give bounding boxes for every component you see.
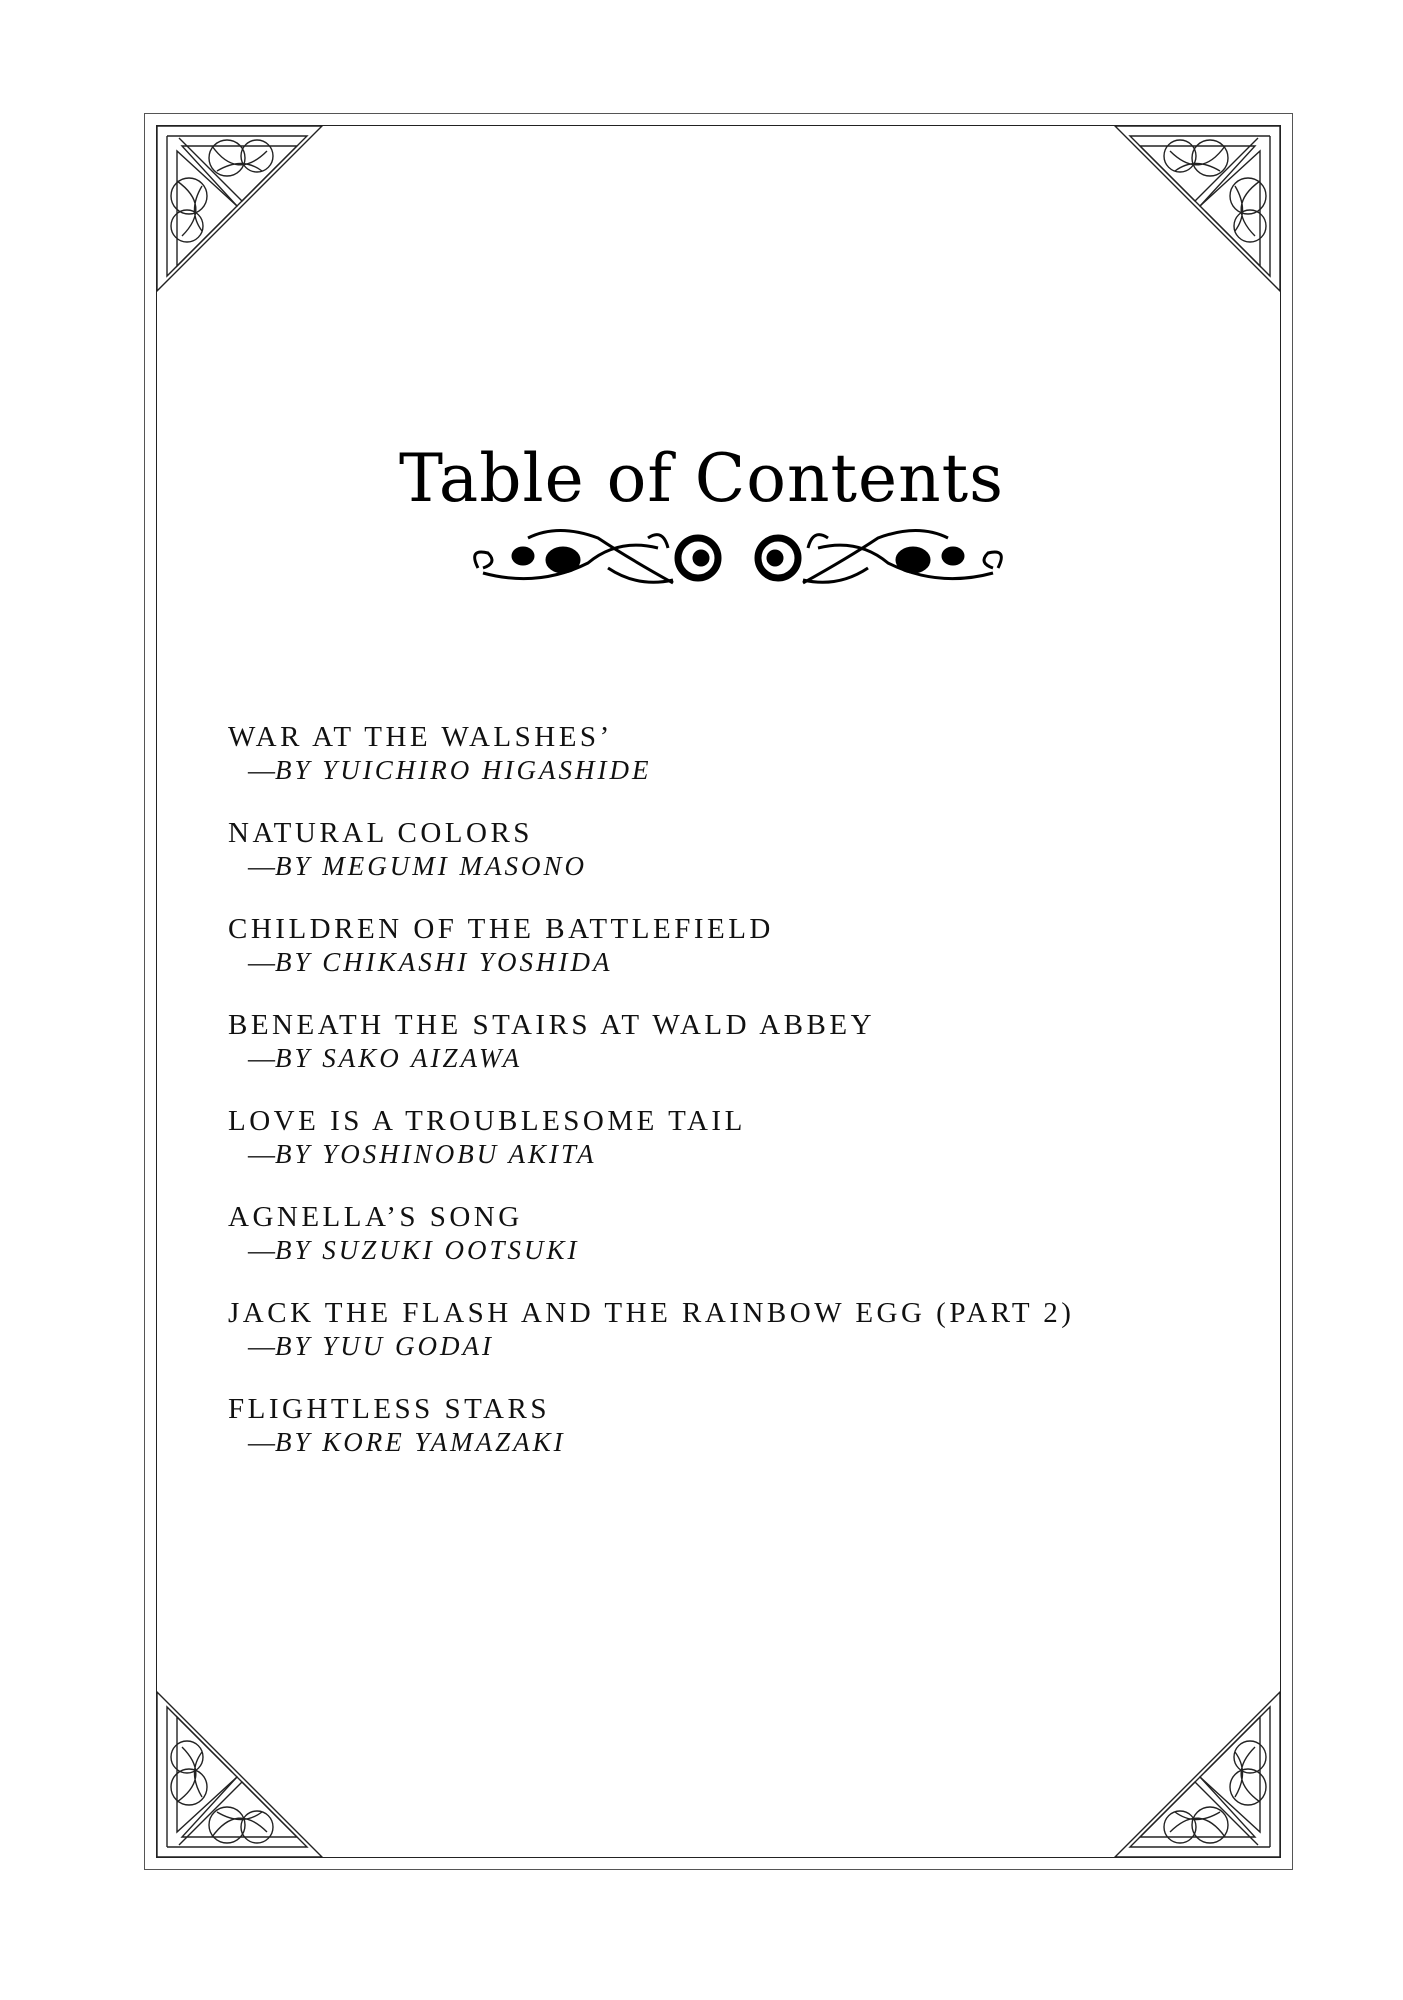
em-dash: — (248, 851, 275, 881)
story-author (228, 1330, 1228, 1362)
celtic-knot-corner-icon (1108, 126, 1280, 298)
em-dash: — (248, 1331, 275, 1361)
story-title: AGNELLA’S SONG (228, 1201, 523, 1233)
author-name: BY MEGUMI MASONO (275, 851, 587, 881)
toc-entry (228, 1392, 1228, 1458)
toc-entry (228, 1104, 1228, 1170)
celtic-knot-corner-icon (157, 126, 329, 298)
table-of-contents-list (228, 720, 1228, 1488)
story-author (228, 1138, 1228, 1170)
em-dash: — (248, 1427, 275, 1457)
story-author (228, 850, 1228, 882)
toc-entry (228, 816, 1228, 882)
story-title: CHILDREN OF THE BATTLEFIELD (228, 913, 774, 945)
floral-scroll-divider-icon (458, 518, 1018, 598)
author-name: BY CHIKASHI YOSHIDA (275, 947, 613, 977)
page-title: Table of Contents (398, 440, 1004, 517)
story-author (228, 1042, 1228, 1074)
story-author (228, 1234, 1228, 1266)
author-name: BY SUZUKI OOTSUKI (275, 1235, 580, 1265)
story-title: JACK THE FLASH AND THE RAINBOW EGG (PART 2) (228, 1297, 1075, 1329)
em-dash: — (248, 947, 275, 977)
story-title: WAR AT THE WALSHES’ (228, 721, 613, 753)
story-title: NATURAL COLORS (228, 817, 533, 849)
author-name: BY KORE YAMAZAKI (275, 1427, 566, 1457)
author-name: BY YUICHIRO HIGASHIDE (275, 755, 652, 785)
story-author (228, 754, 1228, 786)
story-author (228, 946, 1228, 978)
toc-entry (228, 912, 1228, 978)
author-name: BY YOSHINOBU AKITA (275, 1139, 597, 1169)
em-dash: — (248, 755, 275, 785)
toc-entry (228, 1296, 1228, 1362)
em-dash: — (248, 1235, 275, 1265)
em-dash: — (248, 1139, 275, 1169)
story-title: LOVE IS A TROUBLESOME TAIL (228, 1105, 746, 1137)
celtic-knot-corner-icon (1108, 1685, 1280, 1857)
toc-entry (228, 1008, 1228, 1074)
story-title: FLIGHTLESS STARS (228, 1393, 550, 1425)
toc-entry (228, 1200, 1228, 1266)
story-title: BENEATH THE STAIRS AT WALD ABBEY (228, 1009, 876, 1041)
author-name: BY YUU GODAI (275, 1331, 495, 1361)
story-author (228, 1426, 1228, 1458)
author-name: BY SAKO AIZAWA (275, 1043, 523, 1073)
em-dash: — (248, 1043, 275, 1073)
celtic-knot-corner-icon (157, 1685, 329, 1857)
toc-entry (228, 720, 1228, 786)
